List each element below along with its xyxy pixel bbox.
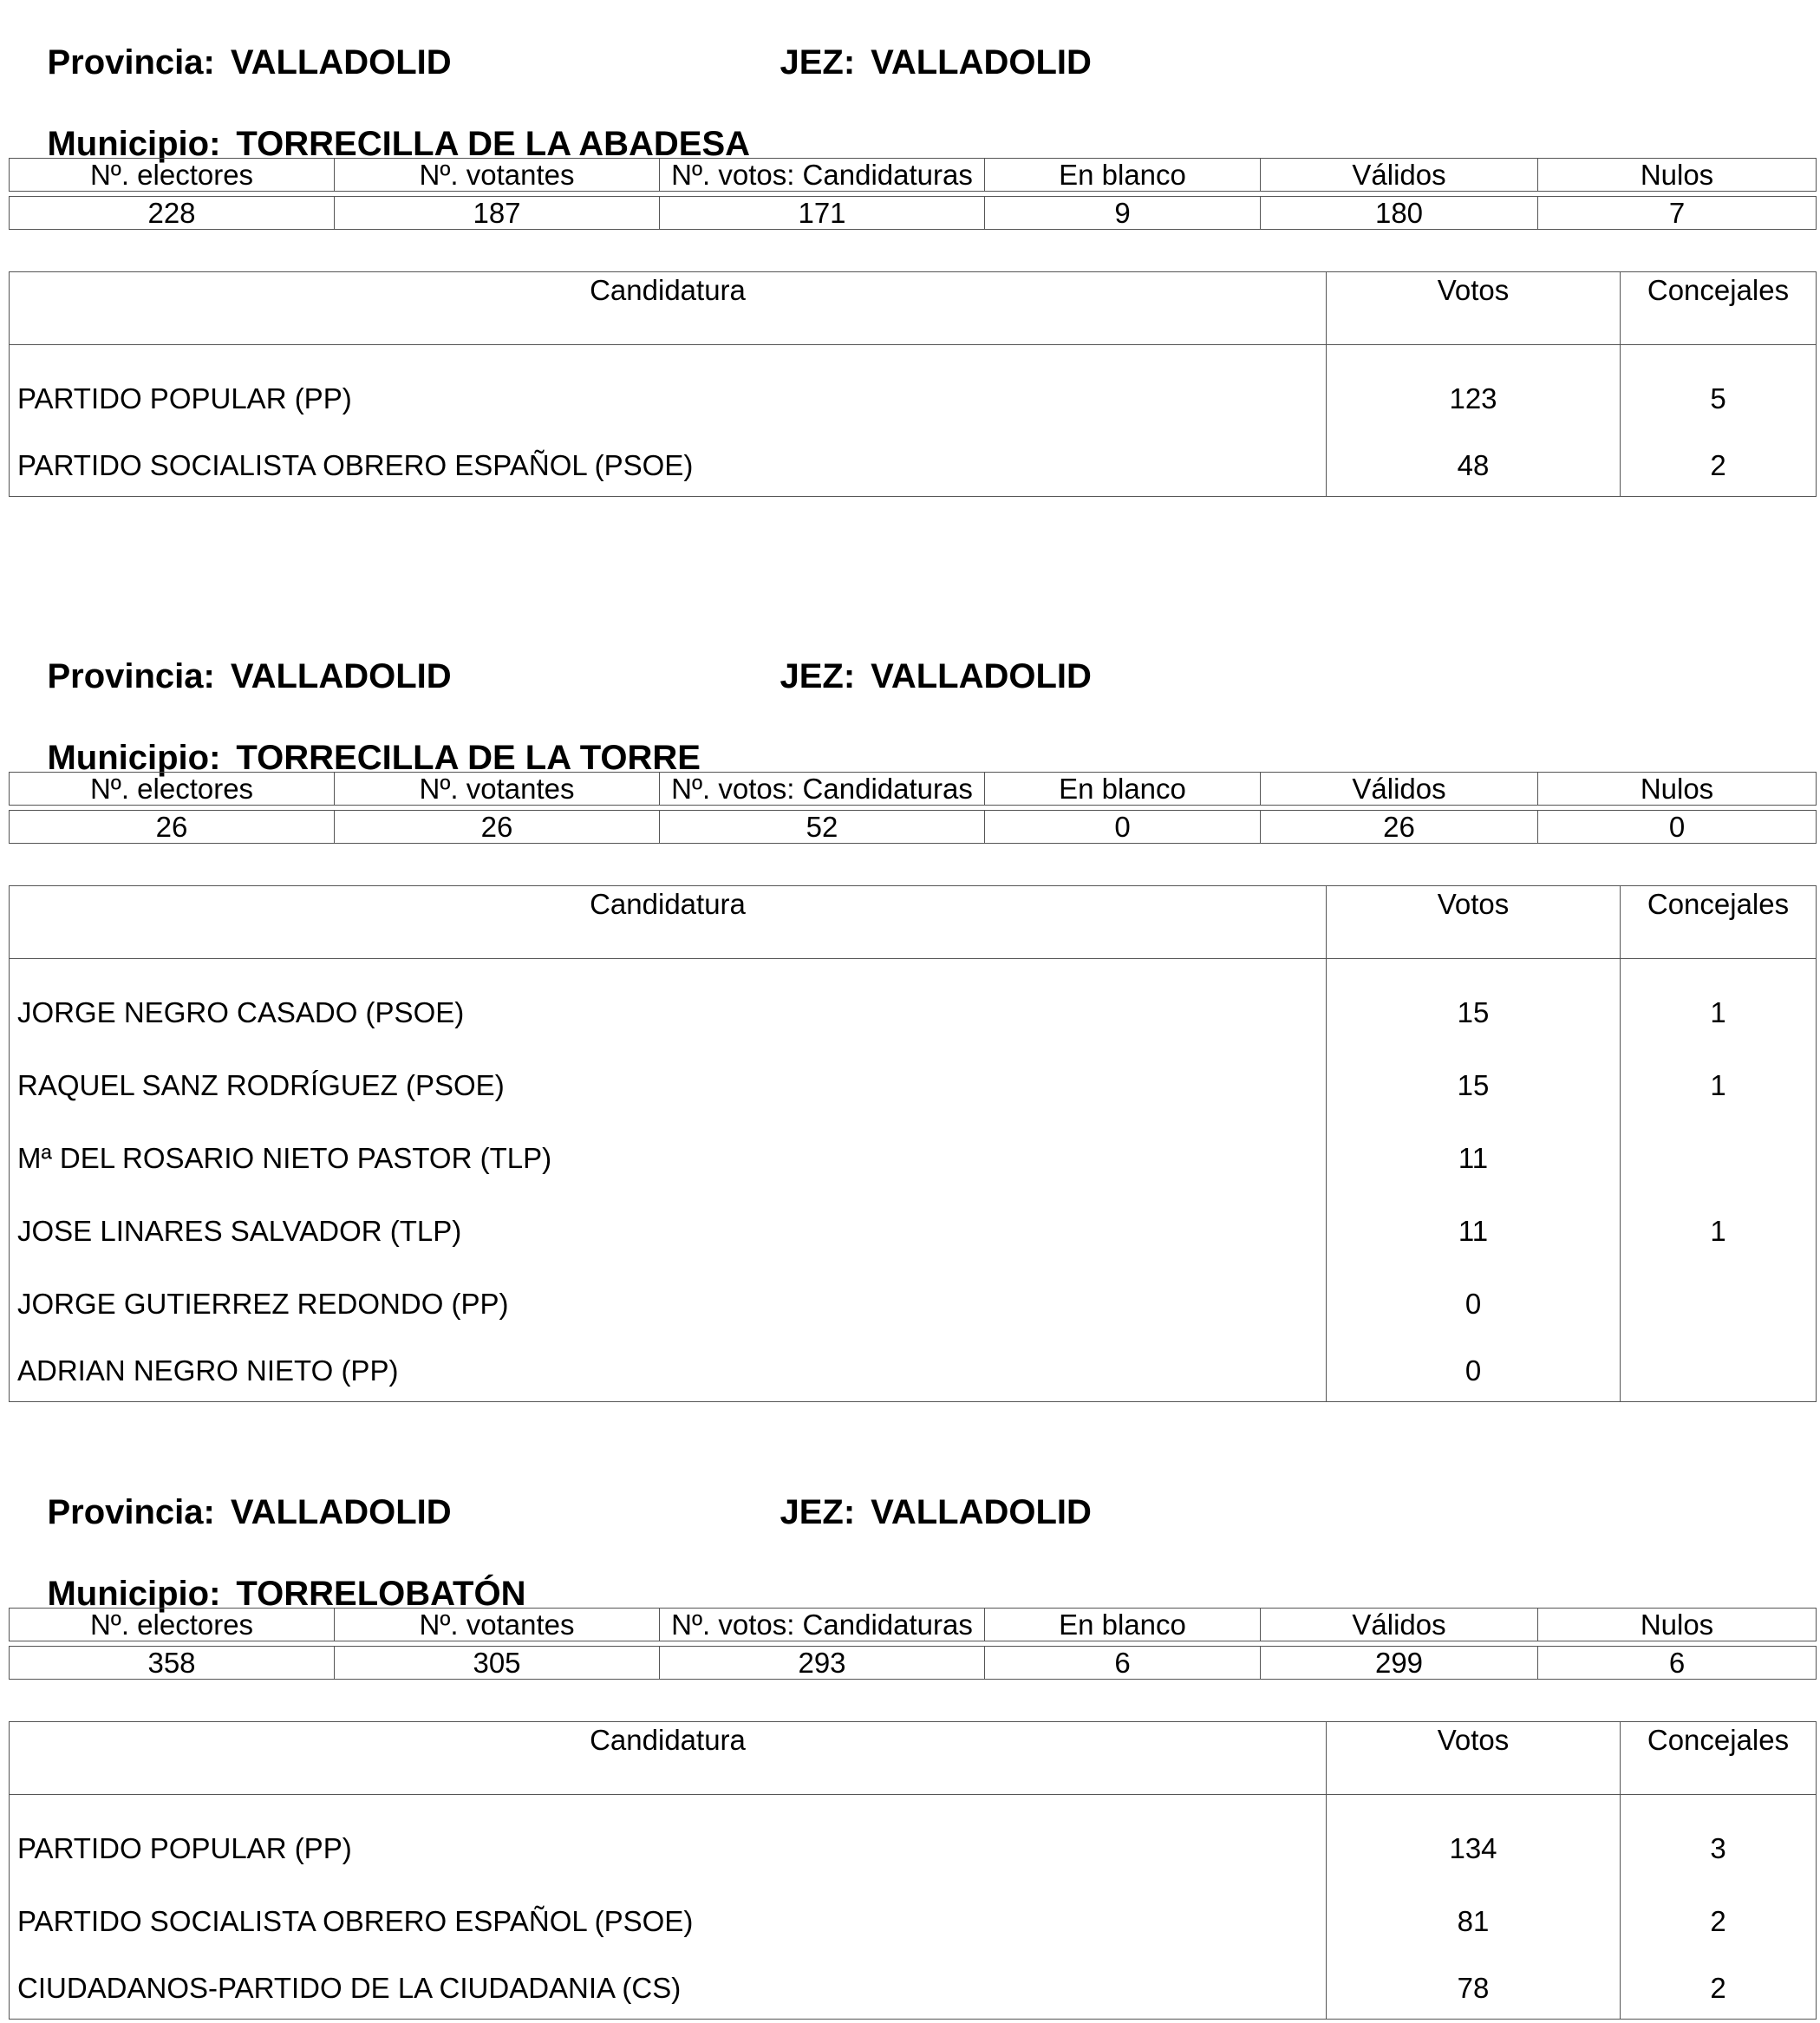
stats-header-row <box>10 159 1817 192</box>
provincia-label: Provincia: <box>47 43 215 82</box>
candidate-votos: 78 <box>1327 1958 1621 2020</box>
stats-table <box>9 1608 1817 1680</box>
votos-header: Votos <box>1327 886 1621 959</box>
stats-value-validos: 180 <box>1261 197 1538 230</box>
candidate-votos: 11 <box>1327 1122 1621 1195</box>
stats-header-row <box>10 773 1817 806</box>
provincia-value: VALLADOLID <box>230 657 452 695</box>
jez-label: JEZ: <box>780 1493 856 1531</box>
candidate-votos: 48 <box>1327 435 1621 497</box>
stats-value-row <box>10 811 1817 844</box>
concejales-header: Concejales <box>1621 1722 1817 1795</box>
candidates-table <box>9 885 1817 1402</box>
municipio-value: TORRECILLA DE LA ABADESA <box>236 125 751 163</box>
stats-value-electores: 26 <box>10 811 335 844</box>
stats-value-votantes: 26 <box>335 811 660 844</box>
stats-value-votos-candidaturas: 171 <box>660 197 985 230</box>
candidate-name: CIUDADANOS-PARTIDO DE LA CIUDADANIA (CS) <box>10 1958 1327 2020</box>
candidate-concejales: 3 <box>1621 1795 1817 1886</box>
stats-value-nulos: 0 <box>1538 811 1817 844</box>
jez-heading <box>741 1450 1092 1575</box>
stats-value-validos: 299 <box>1261 1647 1538 1680</box>
stats-header-electores: Nº. electores <box>10 159 335 192</box>
candidate-votos: 15 <box>1327 959 1621 1050</box>
candidate-votos: 123 <box>1327 345 1621 436</box>
candidate-votos: 11 <box>1327 1195 1621 1268</box>
votos-header: Votos <box>1327 1722 1621 1795</box>
candidate-votos: 0 <box>1327 1341 1621 1402</box>
candidate-name: JORGE GUTIERREZ REDONDO (PP) <box>10 1268 1327 1341</box>
candidatura-header: Candidatura <box>10 272 1327 345</box>
provincia-label: Provincia: <box>47 1493 215 1531</box>
stats-value-en-blanco: 0 <box>985 811 1261 844</box>
candidate-name: JORGE NEGRO CASADO (PSOE) <box>10 959 1327 1050</box>
stats-table <box>9 772 1817 844</box>
candidate-row <box>10 1958 1817 2020</box>
candidate-concejales <box>1621 1268 1817 1341</box>
jez-value: VALLADOLID <box>871 1493 1092 1531</box>
municipio-value: TORRECILLA DE LA TORRE <box>236 739 701 777</box>
candidate-row <box>10 1122 1817 1195</box>
concejales-header: Concejales <box>1621 272 1817 345</box>
provincia-value: VALLADOLID <box>230 43 452 82</box>
candidate-row <box>10 1195 1817 1268</box>
stats-header-en-blanco: En blanco <box>985 1609 1261 1641</box>
candidate-concejales: 2 <box>1621 435 1817 497</box>
provincia-label: Provincia: <box>47 657 215 695</box>
jez-heading <box>741 614 1092 739</box>
candidate-row <box>10 435 1817 497</box>
candidates-table <box>9 271 1817 497</box>
stats-header-votos-candidaturas: Nº. votos: Candidaturas <box>660 773 985 806</box>
municipio-label: Municipio: <box>47 739 221 777</box>
candidate-concejales: 1 <box>1621 1195 1817 1268</box>
stats-value-electores: 358 <box>10 1647 335 1680</box>
candidate-name: PARTIDO SOCIALISTA OBRERO ESPAÑOL (PSOE) <box>10 435 1327 497</box>
candidate-concejales <box>1621 1122 1817 1195</box>
candidate-row <box>10 1341 1817 1402</box>
jez-label: JEZ: <box>780 657 856 695</box>
votos-header: Votos <box>1327 272 1621 345</box>
stats-table <box>9 158 1817 230</box>
stats-value-electores: 228 <box>10 197 335 230</box>
candidate-row <box>10 1885 1817 1958</box>
stats-header-en-blanco: En blanco <box>985 159 1261 192</box>
stats-value-votos-candidaturas: 52 <box>660 811 985 844</box>
candidate-row <box>10 959 1817 1050</box>
stats-value-nulos: 7 <box>1538 197 1817 230</box>
stats-value-en-blanco: 6 <box>985 1647 1261 1680</box>
candidate-name: PARTIDO POPULAR (PP) <box>10 345 1327 436</box>
municipio-label: Municipio: <box>47 125 221 163</box>
jez-heading <box>741 0 1092 125</box>
stats-value-votantes: 187 <box>335 197 660 230</box>
stats-header-nulos: Nulos <box>1538 1609 1817 1641</box>
stats-header-row <box>10 1609 1817 1641</box>
candidate-votos: 0 <box>1327 1268 1621 1341</box>
stats-header-votantes: Nº. votantes <box>335 159 660 192</box>
stats-header-votantes: Nº. votantes <box>335 1609 660 1641</box>
candidate-concejales: 1 <box>1621 959 1817 1050</box>
stats-header-validos: Válidos <box>1261 773 1538 806</box>
candidate-row <box>10 1049 1817 1122</box>
stats-value-row <box>10 1647 1817 1680</box>
jez-value: VALLADOLID <box>871 657 1092 695</box>
provincia-value: VALLADOLID <box>230 1493 452 1531</box>
candidate-name: RAQUEL SANZ RODRÍGUEZ (PSOE) <box>10 1049 1327 1122</box>
stats-header-votos-candidaturas: Nº. votos: Candidaturas <box>660 159 985 192</box>
candidate-row <box>10 1795 1817 1886</box>
candidate-row <box>10 1268 1817 1341</box>
stats-value-votos-candidaturas: 293 <box>660 1647 985 1680</box>
stats-value-en-blanco: 9 <box>985 197 1261 230</box>
stats-header-nulos: Nulos <box>1538 773 1817 806</box>
candidate-name: PARTIDO POPULAR (PP) <box>10 1795 1327 1886</box>
municipio-value: TORRELOBATÓN <box>236 1575 526 1613</box>
candidate-votos: 134 <box>1327 1795 1621 1886</box>
concejales-header: Concejales <box>1621 886 1817 959</box>
candidates-table <box>9 1721 1817 2020</box>
candidatura-header: Candidatura <box>10 886 1327 959</box>
stats-header-electores: Nº. electores <box>10 773 335 806</box>
candidate-concejales: 2 <box>1621 1885 1817 1958</box>
stats-value-validos: 26 <box>1261 811 1538 844</box>
candidate-votos: 81 <box>1327 1885 1621 1958</box>
candidate-concejales: 1 <box>1621 1049 1817 1122</box>
stats-header-nulos: Nulos <box>1538 159 1817 192</box>
candidate-name: PARTIDO SOCIALISTA OBRERO ESPAÑOL (PSOE) <box>10 1885 1327 1958</box>
candidatura-header: Candidatura <box>10 1722 1327 1795</box>
stats-header-votantes: Nº. votantes <box>335 773 660 806</box>
candidate-votos: 15 <box>1327 1049 1621 1122</box>
candidate-name: ADRIAN NEGRO NIETO (PP) <box>10 1341 1327 1402</box>
jez-label: JEZ: <box>780 43 856 82</box>
candidate-name: JOSE LINARES SALVADOR (TLP) <box>10 1195 1327 1268</box>
stats-value-votantes: 305 <box>335 1647 660 1680</box>
candidate-concejales: 5 <box>1621 345 1817 436</box>
stats-value-row <box>10 197 1817 230</box>
stats-header-electores: Nº. electores <box>10 1609 335 1641</box>
candidate-row <box>10 345 1817 436</box>
stats-header-votos-candidaturas: Nº. votos: Candidaturas <box>660 1609 985 1641</box>
municipio-label: Municipio: <box>47 1575 221 1613</box>
stats-header-validos: Válidos <box>1261 1609 1538 1641</box>
candidate-concejales: 2 <box>1621 1958 1817 2020</box>
candidates-header-row <box>10 272 1817 345</box>
candidates-header-row <box>10 1722 1817 1795</box>
stats-header-validos: Válidos <box>1261 159 1538 192</box>
jez-value: VALLADOLID <box>871 43 1092 82</box>
stats-value-nulos: 6 <box>1538 1647 1817 1680</box>
candidates-header-row <box>10 886 1817 959</box>
stats-header-en-blanco: En blanco <box>985 773 1261 806</box>
candidate-name: Mª DEL ROSARIO NIETO PASTOR (TLP) <box>10 1122 1327 1195</box>
candidate-concejales <box>1621 1341 1817 1402</box>
